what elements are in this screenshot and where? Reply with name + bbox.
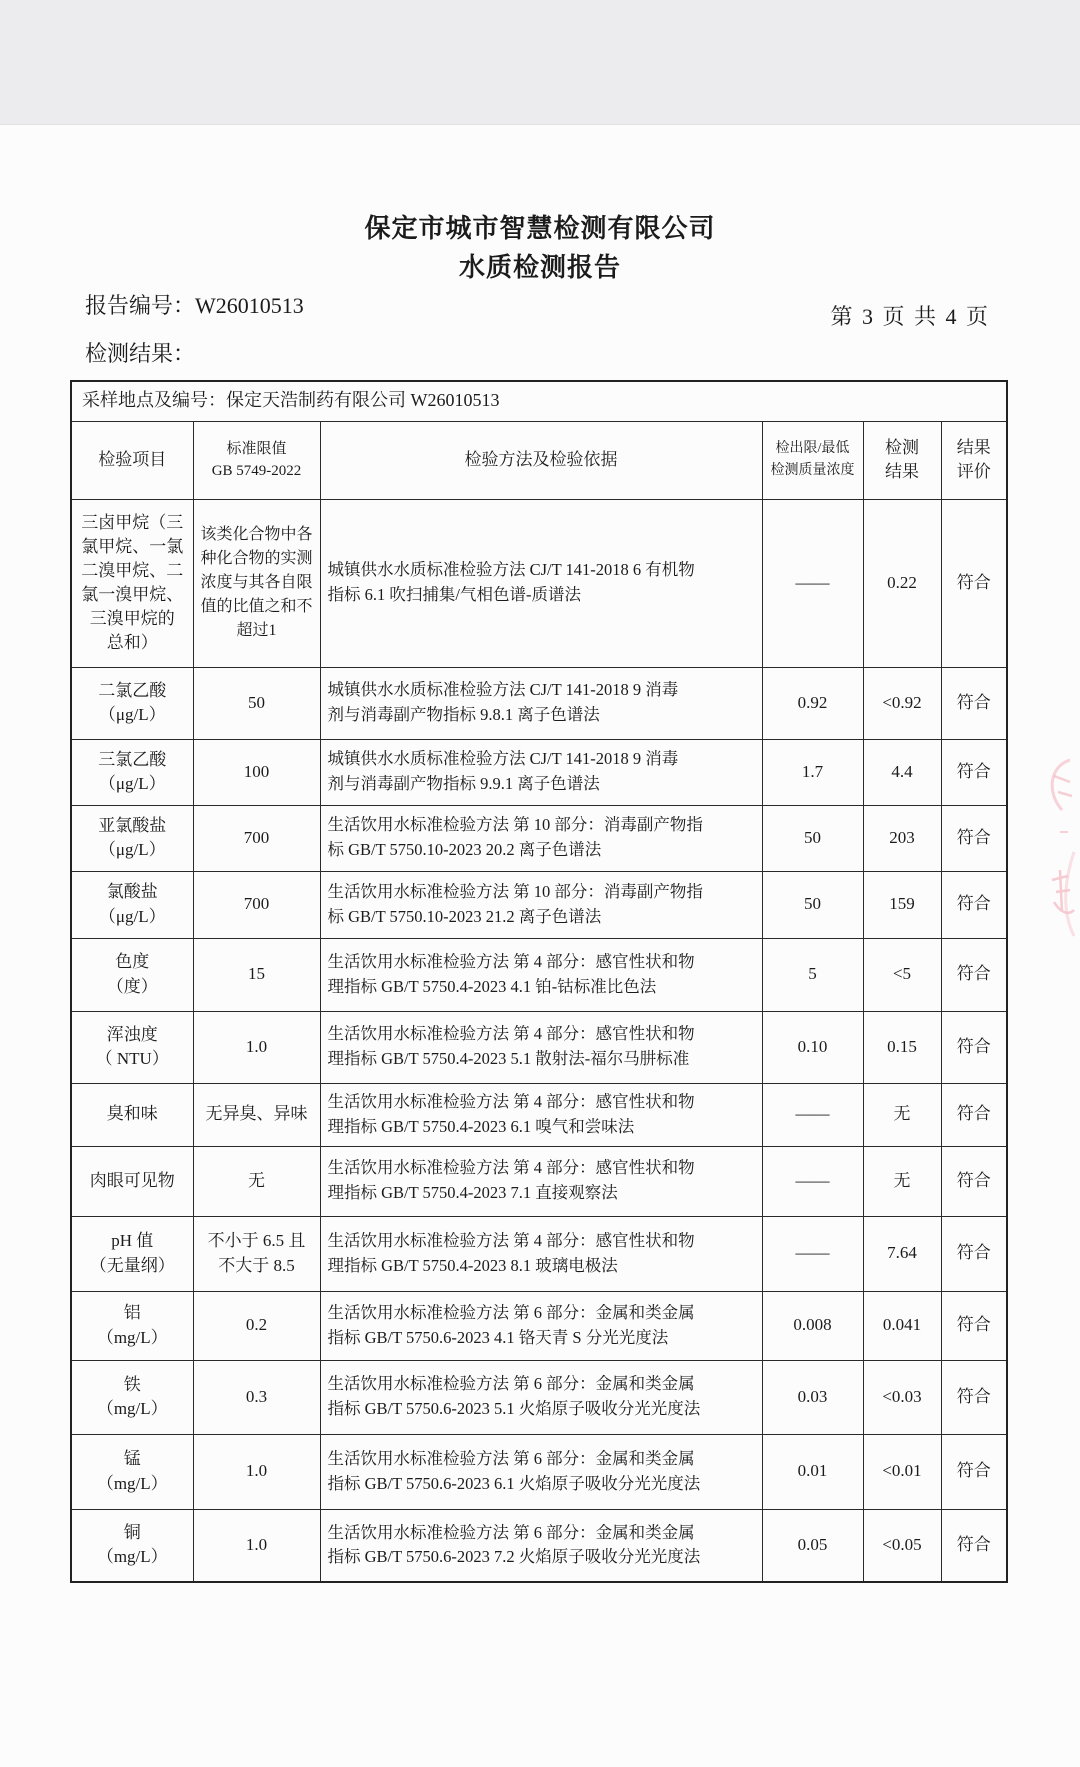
item-cell: 亚氯酸盐 （μg/L）	[71, 805, 193, 871]
sample-value: 保定天浩制药有限公司 W26010513	[226, 390, 500, 411]
method-cell: 生活饮用水标准检验方法 第 4 部分：感官性状和物 理指标 GB/T 5750.4-2023 7.1 直接观察法	[320, 1146, 762, 1216]
detection-limit-cell: ——	[762, 1146, 863, 1216]
col-header-evaluation: 结果 评价	[941, 421, 1007, 499]
table-row	[71, 1360, 1007, 1434]
item-cell: 色度 （度）	[71, 938, 193, 1011]
result-cell: <0.03	[863, 1360, 941, 1434]
method-cell: 生活饮用水标准检验方法 第 4 部分：感官性状和物 理指标 GB/T 5750.4-2023 5.1 散射法-福尔马肼标准	[320, 1011, 762, 1083]
table-row	[71, 1509, 1007, 1582]
result-cell: 0.041	[863, 1291, 941, 1360]
result-cell: 无	[863, 1083, 941, 1146]
method-cell: 城镇供水水质标准检验方法 CJ/T 141-2018 9 消毒 剂与消毒副产物指标 9.9.1 离子色谱法	[320, 739, 762, 805]
limit-cell: 50	[193, 667, 320, 739]
evaluation-cell: 符合	[941, 1216, 1007, 1291]
limit-cell: 无异臭、异味	[193, 1083, 320, 1146]
sample-label: 采样地点及编号：	[82, 390, 226, 411]
table-row	[71, 1083, 1007, 1146]
detection-limit-cell: 0.92	[762, 667, 863, 739]
evaluation-cell: 符合	[941, 1291, 1007, 1360]
evaluation-cell: 符合	[941, 667, 1007, 739]
result-cell: 4.4	[863, 739, 941, 805]
evaluation-cell: 符合	[941, 1146, 1007, 1216]
method-cell: 生活饮用水标准检验方法 第 6 部分：金属和类金属 指标 GB/T 5750.6-2023 7.2 火焰原子吸收分光光度法	[320, 1509, 762, 1582]
table-row	[71, 1216, 1007, 1291]
limit-cell: 1.0	[193, 1509, 320, 1582]
result-cell: 无	[863, 1146, 941, 1216]
table-row	[71, 938, 1007, 1011]
result-cell: 203	[863, 805, 941, 871]
result-cell: 7.64	[863, 1216, 941, 1291]
result-cell: <0.05	[863, 1509, 941, 1582]
result-cell: 0.15	[863, 1011, 941, 1083]
method-cell: 生活饮用水标准检验方法 第 4 部分：感官性状和物 理指标 GB/T 5750.4-2023 6.1 嗅气和尝味法	[320, 1083, 762, 1146]
table-row	[71, 667, 1007, 739]
evaluation-cell: 符合	[941, 871, 1007, 938]
detection-limit-cell: 0.10	[762, 1011, 863, 1083]
evaluation-cell: 符合	[941, 1011, 1007, 1083]
evaluation-cell: 符合	[941, 1509, 1007, 1582]
table-row	[71, 499, 1007, 667]
col-header-limit: 标准限值 GB 5749-2022	[193, 421, 320, 499]
evaluation-cell: 符合	[941, 805, 1007, 871]
detection-limit-cell: 0.03	[762, 1360, 863, 1434]
result-cell: <5	[863, 938, 941, 1011]
limit-cell: 700	[193, 805, 320, 871]
item-cell: 二氯乙酸 （μg/L）	[71, 667, 193, 739]
item-cell: 铁 （mg/L）	[71, 1360, 193, 1434]
method-cell: 生活饮用水标准检验方法 第 6 部分：金属和类金属 指标 GB/T 5750.6-2023 4.1 铬天青 S 分光光度法	[320, 1291, 762, 1360]
result-cell: 159	[863, 871, 941, 938]
header-row	[71, 421, 1007, 499]
col-header-method: 检验方法及检验依据	[320, 421, 762, 499]
detection-limit-cell: ——	[762, 1083, 863, 1146]
page-indicator: 第 3 页 共 4 页	[830, 304, 988, 329]
limit-cell: 1.0	[193, 1434, 320, 1509]
result-cell: 0.22	[863, 499, 941, 667]
seal-fragment	[1040, 752, 1080, 942]
item-cell: 铜 （mg/L）	[71, 1509, 193, 1582]
detection-limit-cell: 0.01	[762, 1434, 863, 1509]
evaluation-cell: 符合	[941, 1083, 1007, 1146]
limit-cell: 不小于 6.5 且 不大于 8.5	[193, 1216, 320, 1291]
method-cell: 生活饮用水标准检验方法 第 4 部分：感官性状和物 理指标 GB/T 5750.4-2023 8.1 玻璃电极法	[320, 1216, 762, 1291]
limit-cell: 700	[193, 871, 320, 938]
evaluation-cell: 符合	[941, 499, 1007, 667]
result-cell: <0.01	[863, 1434, 941, 1509]
method-cell: 生活饮用水标准检验方法 第 10 部分：消毒副产物指 标 GB/T 5750.10-2023 20.2 离子色谱法	[320, 805, 762, 871]
limit-cell: 0.3	[193, 1360, 320, 1434]
limit-cell: 15	[193, 938, 320, 1011]
limit-cell: 该类化合物中各 种化合物的实测 浓度与其各自限 值的比值之和不 超过1	[193, 499, 320, 667]
item-cell: 臭和味	[71, 1083, 193, 1146]
evaluation-cell: 符合	[941, 1434, 1007, 1509]
item-cell: 肉眼可见物	[71, 1146, 193, 1216]
col-header-result: 检测 结果	[863, 421, 941, 499]
report-number	[85, 289, 304, 320]
item-cell: 三卤甲烷（三 氯甲烷、一氯 二溴甲烷、二 氯一溴甲烷、 三溴甲烷的 总和）	[71, 499, 193, 667]
report-number-value: W26010513	[195, 293, 304, 318]
evaluation-cell: 符合	[941, 1360, 1007, 1434]
col-header-detection-limit: 检出限/最低 检测质量浓度	[762, 421, 863, 499]
method-cell: 生活饮用水标准检验方法 第 6 部分：金属和类金属 指标 GB/T 5750.6-2023 5.1 火焰原子吸收分光光度法	[320, 1360, 762, 1434]
table-row	[71, 871, 1007, 938]
item-cell: 三氯乙酸 （μg/L）	[71, 739, 193, 805]
limit-cell: 100	[193, 739, 320, 805]
table-row	[71, 1146, 1007, 1216]
evaluation-cell: 符合	[941, 739, 1007, 805]
limit-cell: 1.0	[193, 1011, 320, 1083]
detection-limit-cell: 0.05	[762, 1509, 863, 1582]
item-cell: 锰 （mg/L）	[71, 1434, 193, 1509]
item-cell: pH 值 （无量纲）	[71, 1216, 193, 1291]
col-header-item: 检验项目	[71, 421, 193, 499]
report-title: 水质检测报告	[458, 253, 621, 282]
method-cell: 城镇供水水质标准检验方法 CJ/T 141-2018 6 有机物 指标 6.1 吹扫捕集/气相色谱-质谱法	[320, 499, 762, 667]
item-cell: 铝 （mg/L）	[71, 1291, 193, 1360]
results-label: 检测结果：	[85, 341, 196, 366]
evaluation-cell: 符合	[941, 938, 1007, 1011]
table-row	[71, 1434, 1007, 1509]
method-cell: 城镇供水水质标准检验方法 CJ/T 141-2018 9 消毒 剂与消毒副产物指标 9.8.1 离子色谱法	[320, 667, 762, 739]
table-row	[71, 1011, 1007, 1083]
detection-limit-cell: ——	[762, 1216, 863, 1291]
detection-limit-cell: 1.7	[762, 739, 863, 805]
detection-limit-cell: 5	[762, 938, 863, 1011]
detection-limit-cell: 50	[762, 871, 863, 938]
report-number-label: 报告编号：	[85, 293, 196, 318]
company-title: 保定市城市智慧检测有限公司	[364, 214, 716, 243]
limit-cell: 无	[193, 1146, 320, 1216]
method-cell: 生活饮用水标准检验方法 第 6 部分：金属和类金属 指标 GB/T 5750.6-2023 6.1 火焰原子吸收分光光度法	[320, 1434, 762, 1509]
method-cell: 生活饮用水标准检验方法 第 4 部分：感官性状和物 理指标 GB/T 5750.4-2023 4.1 铂-钴标准比色法	[320, 938, 762, 1011]
results-table	[70, 380, 1008, 1583]
item-cell: 浑浊度 （ NTU）	[71, 1011, 193, 1083]
detection-limit-cell: ——	[762, 499, 863, 667]
table-row	[71, 739, 1007, 805]
detection-limit-cell: 50	[762, 805, 863, 871]
detection-limit-cell: 0.008	[762, 1291, 863, 1360]
table-row	[71, 805, 1007, 871]
result-cell: <0.92	[863, 667, 941, 739]
table-row	[71, 1291, 1007, 1360]
item-cell: 氯酸盐 （μg/L）	[71, 871, 193, 938]
method-cell: 生活饮用水标准检验方法 第 10 部分：消毒副产物指 标 GB/T 5750.10-2023 21.2 离子色谱法	[320, 871, 762, 938]
sample-row	[71, 381, 1007, 421]
limit-cell: 0.2	[193, 1291, 320, 1360]
sample-cell	[71, 381, 1007, 421]
